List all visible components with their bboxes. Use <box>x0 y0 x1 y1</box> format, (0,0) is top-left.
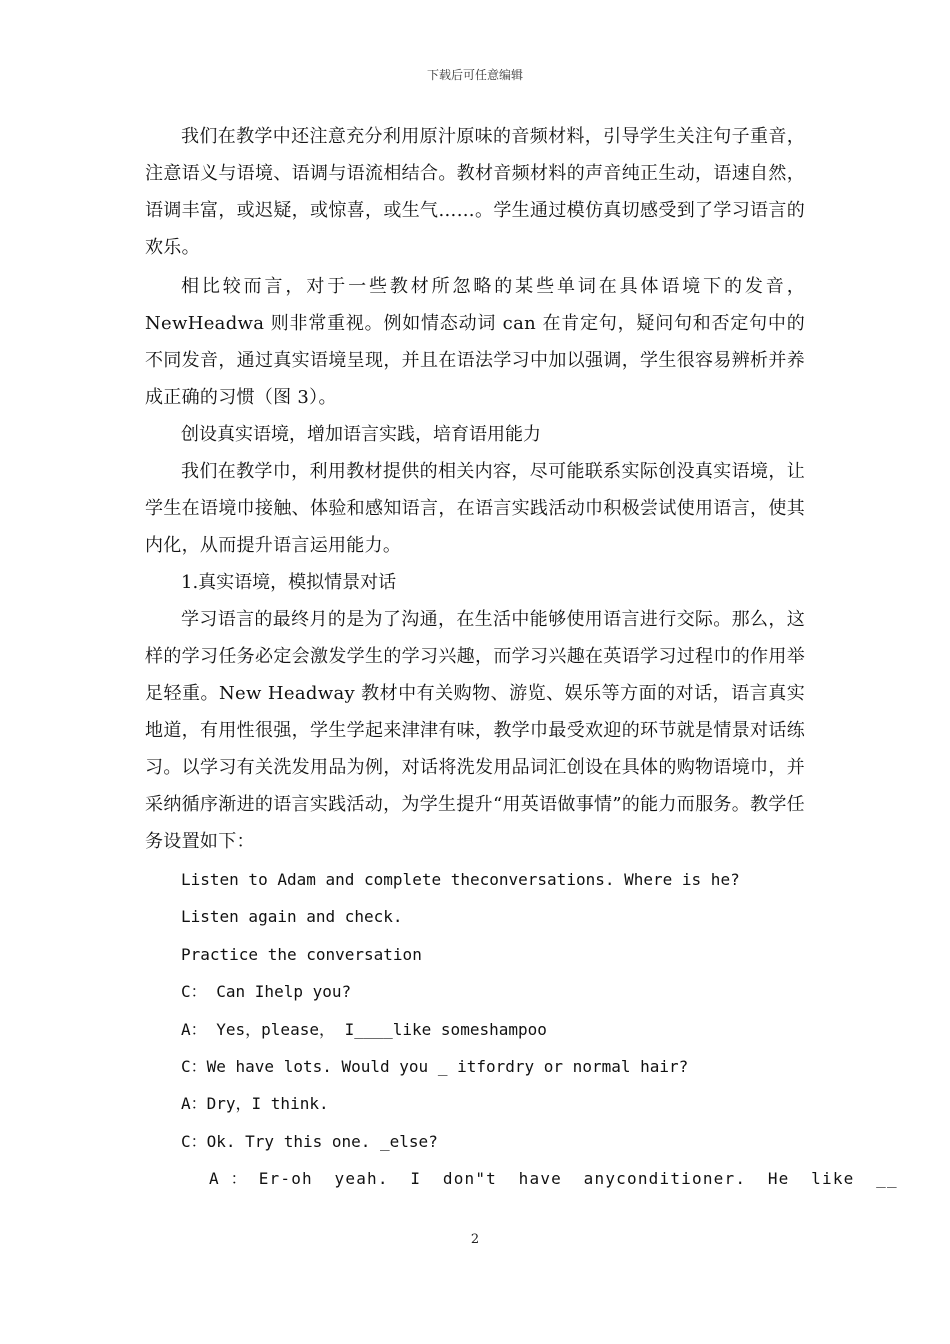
dialogue-line: C：We have lots. Would you _ itfordry or normal hair? <box>181 1057 689 1077</box>
dialogue-line: A：Dry，I think. <box>181 1094 329 1114</box>
paragraph-context: 我们在教学巾，利用教材提供的相关内容，尽可能联系实际创没真实语境，让学生在语境巾接触、体验和感知语言，在语言实践活动巾积极尝试使用语言，使其内化，从而提升语言运用能力。 <box>145 461 805 556</box>
task-line: Listen to Adam and complete theconversations. Where is he? <box>181 870 740 889</box>
section-heading: 创设真实语境，增加语言实践，培育语用能力 <box>181 424 541 445</box>
task-list <box>145 861 898 1198</box>
paragraph-audio: 我们在教学中还注意充分利用原汁原味的音频材料，引导学生关注句子重音，注意语义与语境、语调与语流相结合。教材音频材料的声音纯正生动，语速自然，语调丰富，或迟疑，或惊喜，或生气……。学生通过模仿真切感受到了学习语言的欢乐。 <box>145 126 805 258</box>
page-number: 2 <box>470 1232 480 1247</box>
dialogue-line: A： Yes，please， I____like someshampoo <box>181 1019 547 1039</box>
paragraph-pronunciation: 相比较而言，对于一些教材所忽略的某些单词在具体语境下的发音，NewHeadwa 则非常重视。例如情态动词 can 在肯定句，疑问句和否定句中的不同发音，通过真实语境呈现，并且在语法学习中加以强调，学生很容易辨析并养成正确的习惯（图 3）。 <box>145 276 805 408</box>
task-line: Listen again and check. <box>181 907 403 927</box>
page-header: 下载后可任意编辑 <box>426 68 523 82</box>
task-line: Practice the conversation <box>181 944 422 964</box>
paragraph-dialogue: 学习语言的最终月的是为了沟通，在生活中能够使用语言进行交际。那么，这样的学习任务必定会激发学生的学习兴趣，而学习兴趣在英语学习过程巾的作用举足轻重。New Headway 教材中有关购物、游览、娱乐等方面的对话，语言真实地道，有用性很强，学生学起来津津有味，教学巾最受欢迎的环节就是情景对话练习。以学习有关洗发用品为例，对话将洗发用品词汇创设在具体的购物语境巾，并采纳循序渐进的语言实践活动，为学生提升“用英语做事情”的能力而服务。教学任务设置如下： <box>145 609 805 852</box>
dialogue-line: C：Ok. Try this one. _else? <box>181 1131 438 1151</box>
dialogue-line: A ： Er-oh yeah. I don"t have anyconditioner. He like __ <box>209 1169 898 1189</box>
document-body <box>145 118 898 1198</box>
dialogue-line: C： Can Ihelp you? <box>181 982 352 1002</box>
subsection-heading: 1.真实语境，模拟情景对话 <box>181 572 397 593</box>
